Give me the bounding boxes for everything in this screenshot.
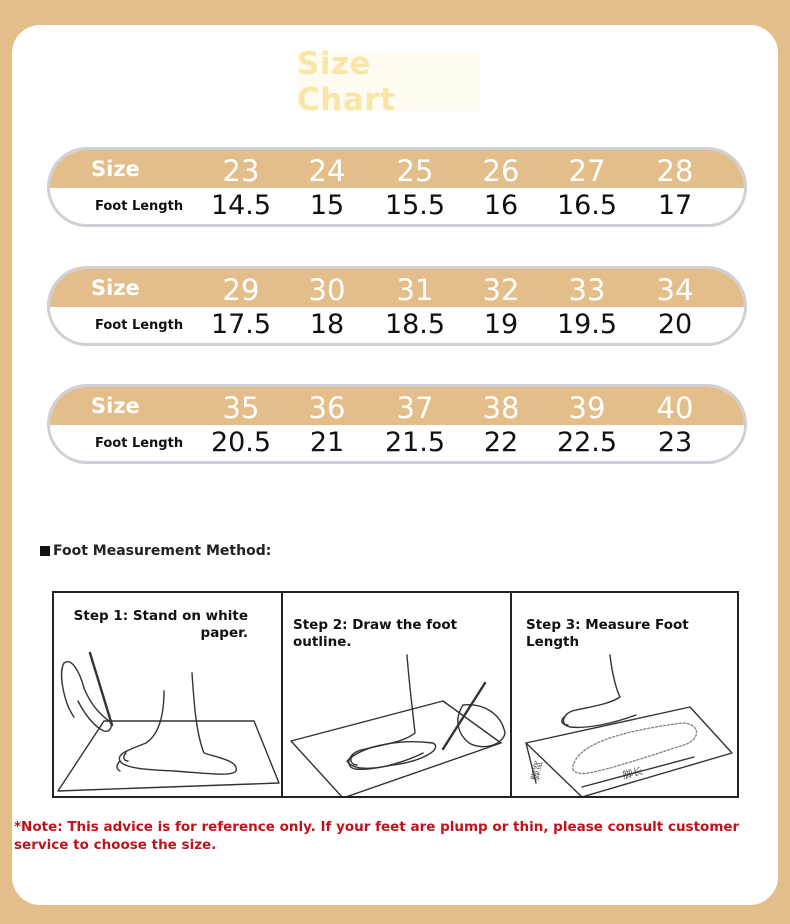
foot-length-row-label: Foot Length (95, 317, 184, 333)
size-row (50, 150, 744, 188)
size-cell: 38 (482, 391, 520, 425)
size-cell: 39 (568, 391, 606, 425)
size-cell: 37 (396, 391, 434, 425)
size-row-label: Size (91, 276, 140, 300)
method-heading-text: Foot Measurement Method: (53, 543, 272, 559)
length-cell: 20 (657, 308, 693, 340)
foot-length-row-label: Foot Length (95, 435, 184, 451)
size-row-label: Size (91, 157, 140, 181)
step-3-text: Step 3: Measure Foot Length (526, 617, 689, 650)
size-row (50, 387, 744, 425)
foot-width-label: 脚宽 (530, 759, 546, 782)
length-cell: 21 (309, 426, 345, 458)
length-cell: 19.5 (556, 308, 618, 340)
length-cell: 22.5 (556, 426, 618, 458)
length-cell: 15.5 (384, 189, 446, 221)
size-table-3 (47, 384, 747, 464)
step-2-panel (283, 593, 512, 796)
length-cell: 14.5 (210, 189, 272, 221)
step-1-panel (54, 593, 283, 796)
size-row (50, 269, 744, 307)
size-table-1 (47, 147, 747, 227)
foot-length-row-label: Foot Length (95, 198, 184, 214)
length-cell: 17 (657, 189, 693, 221)
length-cell: 18.5 (384, 308, 446, 340)
length-cell: 15 (309, 189, 345, 221)
size-cell: 34 (656, 273, 694, 307)
size-cell: 33 (568, 273, 606, 307)
size-cell: 29 (222, 273, 260, 307)
length-cell: 16 (483, 189, 519, 221)
step-3-panel (512, 593, 737, 796)
disclaimer-note: *Note: This advice is for reference only. If your feet are plump or thin, please consult customer service to choose the size. (14, 819, 740, 853)
method-heading (40, 543, 271, 559)
length-cell: 18 (309, 308, 345, 340)
foot-length-row (50, 188, 744, 224)
page-title: Size Chart (297, 46, 396, 118)
square-bullet-icon (40, 546, 50, 556)
size-cell: 23 (222, 154, 260, 188)
size-cell: 28 (656, 154, 694, 188)
size-cell: 32 (482, 273, 520, 307)
foot-length-row (50, 425, 744, 461)
length-cell: 21.5 (384, 426, 446, 458)
step-1-text: Step 1: Stand on white paper. (73, 608, 248, 641)
foot-length-row (50, 307, 744, 343)
length-cell: 20.5 (210, 426, 272, 458)
size-row-label: Size (91, 394, 140, 418)
step-2-text: Step 2: Draw the foot outline. (293, 617, 458, 650)
length-cell: 19 (483, 308, 519, 340)
length-cell: 23 (657, 426, 693, 458)
foot-length-label: 脚长 (621, 766, 645, 782)
size-cell: 31 (396, 273, 434, 307)
size-cell: 26 (482, 154, 520, 188)
size-table-2 (47, 266, 747, 346)
title-banner (297, 46, 480, 118)
size-cell: 36 (308, 391, 346, 425)
length-cell: 22 (483, 426, 519, 458)
size-cell: 35 (222, 391, 260, 425)
size-cell: 40 (656, 391, 694, 425)
measurement-steps (52, 591, 739, 798)
size-cell: 25 (396, 154, 434, 188)
length-cell: 16.5 (556, 189, 618, 221)
size-cell: 27 (568, 154, 606, 188)
size-cell: 30 (308, 273, 346, 307)
length-cell: 17.5 (210, 308, 272, 340)
size-cell: 24 (308, 154, 346, 188)
